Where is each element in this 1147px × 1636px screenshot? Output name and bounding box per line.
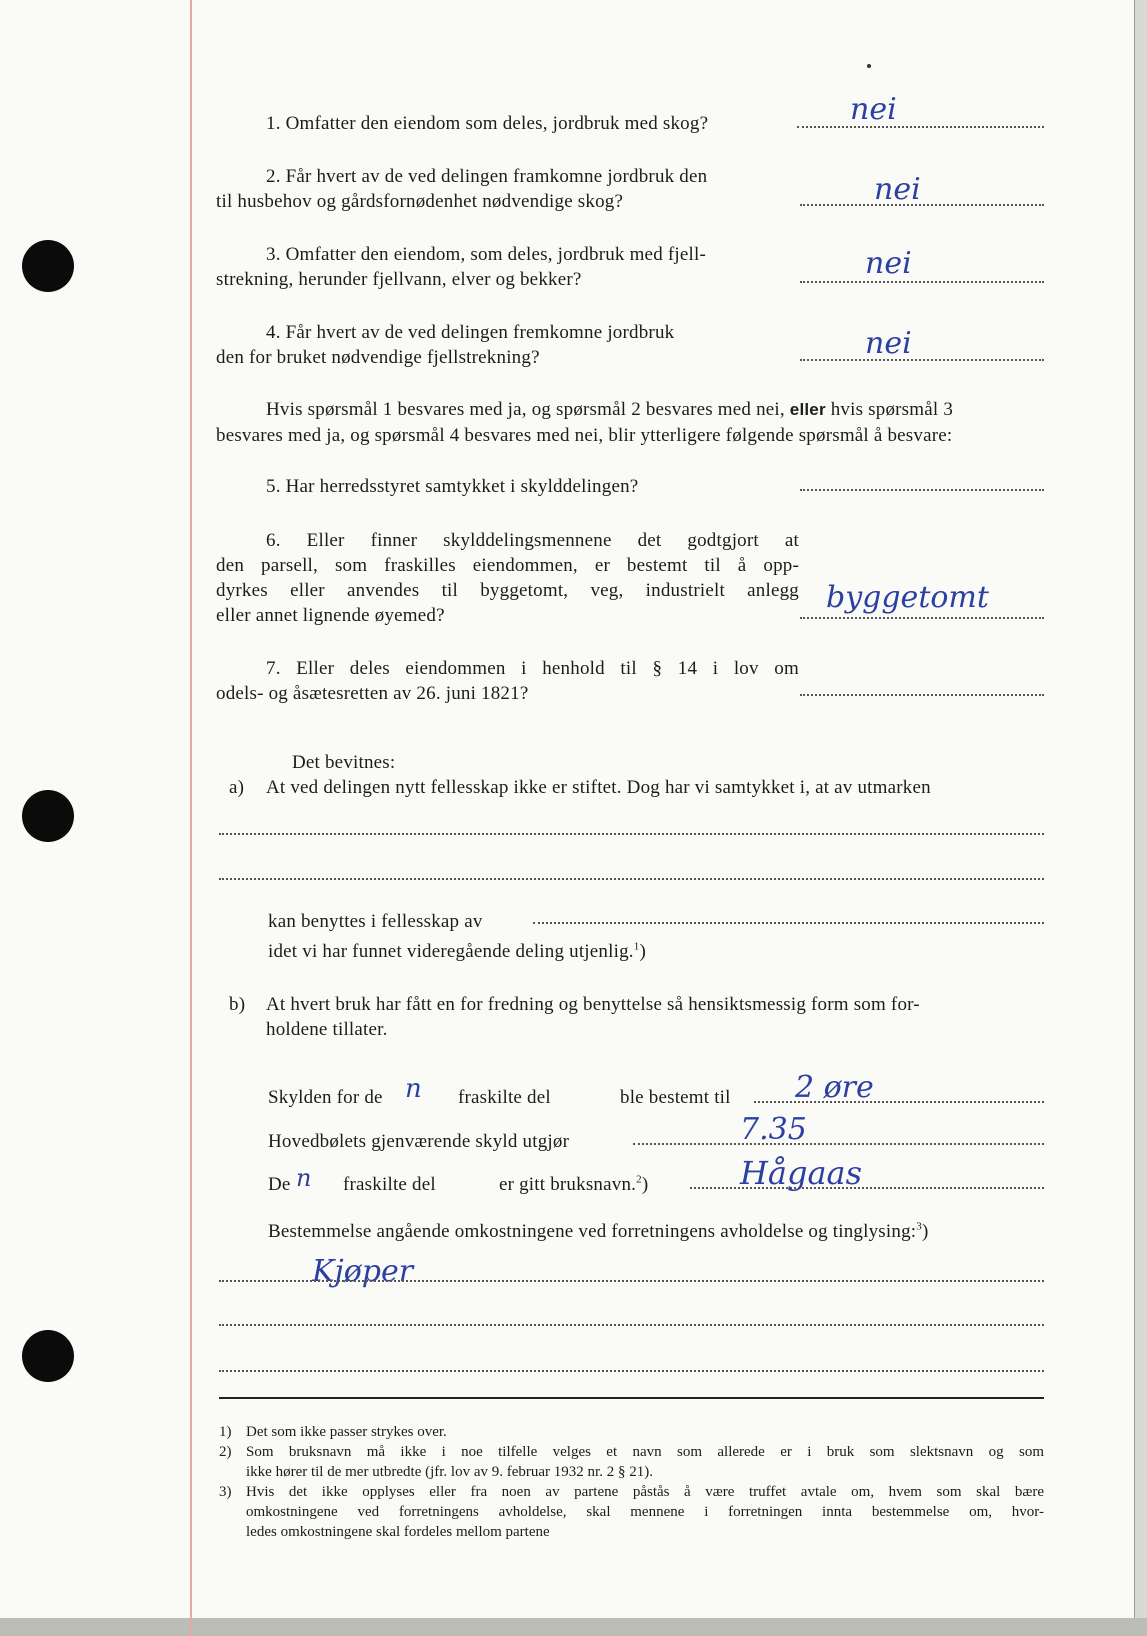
answer-line-4 xyxy=(800,359,1044,361)
item-b-line-2: holdene tillater. xyxy=(266,1019,388,1040)
page-edge-bottom xyxy=(0,1618,1147,1636)
page-edge-right xyxy=(1134,0,1147,1636)
costs-line-3 xyxy=(219,1370,1044,1372)
answer-4-handwritten: nei xyxy=(865,326,912,361)
remaining-skyld-value: 7.35 xyxy=(740,1112,807,1147)
question-5: 5. Har herredsstyret samtykket i skylddelingen? xyxy=(266,476,639,497)
footnote-separator xyxy=(219,1397,1044,1399)
answer-6-handwritten: byggetomt xyxy=(826,580,989,615)
outfield-line-1 xyxy=(219,833,1044,835)
answer-line-3 xyxy=(800,281,1044,283)
answer-line-2 xyxy=(800,204,1044,206)
question-4-line-1: 4. Får hvert av de ved delingen fremkomne jordbruk xyxy=(266,322,675,343)
margin-rule xyxy=(190,0,192,1636)
item-a-label: a) xyxy=(229,777,245,798)
conditional-line-1-b: hvis spørsmål 3 xyxy=(830,399,954,420)
certification-heading: Det bevitnes: xyxy=(292,752,396,773)
question-1: 1. Omfatter den eiendom som deles, jordbruk med skog? xyxy=(266,113,709,134)
costs-line-1 xyxy=(219,1280,1044,1282)
conditional-bold-eller: eller xyxy=(789,400,826,419)
remaining-skyld-label: Hovedbølets gjenværende skyld utgjør xyxy=(268,1131,570,1152)
answer-line-1 xyxy=(797,126,1044,128)
question-3-line-1: 3. Omfatter den eiendom, som deles, jordbruk med fjell- xyxy=(266,244,706,265)
question-3-line-2: strekning, herunder fjellvann, elver og bekker? xyxy=(216,269,582,290)
costs-line-2 xyxy=(219,1324,1044,1326)
costs-label: Bestemmelse angående omkostningene ved forretningens avholdelse og tinglysing:$^3$) xyxy=(268,1220,929,1242)
footnote-2-line-2: ikke hører til de mer utbredte (jfr. lov av 9. februar 1932 nr. 2 § 21). xyxy=(246,1464,653,1480)
item-b-label: b) xyxy=(229,994,246,1015)
farm-name-handwritten: Hågaas xyxy=(740,1154,863,1192)
question-6-line-3: dyrkes eller anvendes til byggetomt, veg, industrielt anlegg xyxy=(216,580,799,601)
footnote-3-line-2: omkostningene ved forretningens avholdelse, skal mennene i forretningen innta bestemmelse om, hvor- xyxy=(246,1504,1044,1520)
footnote-ref-3: 3 xyxy=(916,1220,922,1233)
conditional-line-2: besvares med ja, og spørsmål 4 besvares med nei, blir ytterligere følgende spørsmål å besvare: xyxy=(216,425,953,446)
remaining-skyld-line xyxy=(633,1143,1044,1145)
skyld-value-handwritten: 2 øre xyxy=(795,1070,874,1105)
costs-label-text: Bestemmelse angående omkostningene ved forretningens avholdelse og tinglysing: xyxy=(268,1221,917,1242)
name-label-c: er gitt bruksnavn.$^2$) xyxy=(499,1173,649,1195)
punch-hole-middle xyxy=(22,790,74,842)
question-2-line-2: til husbehov og gårdsfornødenhet nødvendige skog? xyxy=(216,191,624,212)
name-label-a: De xyxy=(268,1174,291,1195)
question-7-line-2: odels- og åsætesretten av 26. juni 1821? xyxy=(216,683,529,704)
skyld-label-c: ble bestemt til xyxy=(620,1087,731,1108)
name-handwritten-suffix: n xyxy=(296,1164,312,1192)
answer-1-handwritten: nei xyxy=(850,92,897,127)
footnote-1-text: Det som ikke passer strykes over. xyxy=(246,1424,447,1440)
footnote-1-mark: 1) xyxy=(219,1424,232,1440)
punch-hole-top xyxy=(22,240,74,292)
answer-line-6 xyxy=(800,617,1044,619)
costs-value-handwritten: Kjøper xyxy=(312,1254,414,1289)
footnote-ref-2: 2 xyxy=(636,1173,642,1186)
footnote-3-mark: 3) xyxy=(219,1484,232,1500)
answer-3-handwritten: nei xyxy=(865,246,912,281)
footnote-2-mark: 2) xyxy=(219,1444,232,1460)
conditional-line-1-a: Hvis spørsmål 1 besvares med ja, og spørsmål 2 besvares med nei, xyxy=(266,399,785,420)
footnote-3-line-1: Hvis det ikke opplyses eller fra noen av partene påstås å være truffet avtale om, hvem som skal bære xyxy=(246,1484,1044,1500)
ink-speck xyxy=(867,64,871,68)
item-a-text: At ved delingen nytt fellesskap ikke er stiftet. Dog har vi samtykket i, at av utmarken xyxy=(266,777,931,798)
question-4-line-2: den for bruket nødvendige fjellstrekning? xyxy=(216,347,540,368)
further-division-label: idet vi har funnet videregående deling utjenlig. xyxy=(268,941,634,962)
name-label-c-text: er gitt bruksnavn. xyxy=(499,1174,637,1195)
skyld-handwritten-suffix: n xyxy=(405,1074,422,1104)
punch-hole-bottom xyxy=(22,1330,74,1382)
answer-line-7 xyxy=(800,694,1044,696)
question-7-line-1: 7. Eller deles eiendommen i henhold til § 14 i lov om xyxy=(266,658,799,679)
question-6-line-2: den parsell, som fraskilles eiendommen, er bestemt til å opp- xyxy=(216,555,799,576)
further-division-text: idet vi har funnet videregående deling utjenlig.$^1$) xyxy=(268,940,646,962)
common-use-label: kan benyttes i fellesskap av xyxy=(268,911,483,932)
footnote-2-line-1: Som bruksnavn må ikke i noe tilfelle velges et navn som allerede er i bruk som slektsnavn og som xyxy=(246,1444,1044,1460)
question-2-line-1: 2. Får hvert av de ved delingen framkomne jordbruk den xyxy=(266,166,708,187)
conditional-line-1 xyxy=(266,398,953,422)
skyld-label-a: Skylden for de xyxy=(268,1087,383,1108)
common-use-line xyxy=(533,922,1044,924)
outfield-line-2 xyxy=(219,878,1044,880)
footnote-ref-1: 1 xyxy=(633,940,640,953)
answer-2-handwritten: nei xyxy=(874,172,921,207)
skyld-label-b: fraskilte del xyxy=(458,1087,551,1108)
footnote-3-line-3: ledes omkostningene skal fordeles mellom partene xyxy=(246,1524,550,1540)
name-label-b: fraskilte del xyxy=(343,1174,436,1195)
item-b-line-1: At hvert bruk har fått en for fredning og benyttelse så hensiktsmessig form som for- xyxy=(266,994,920,1015)
answer-line-5 xyxy=(800,489,1044,491)
question-6-line-4: eller annet lignende øyemed? xyxy=(216,605,445,626)
question-6-line-1: 6. Eller finner skylddelingsmennene det godtgjort at xyxy=(266,530,799,551)
